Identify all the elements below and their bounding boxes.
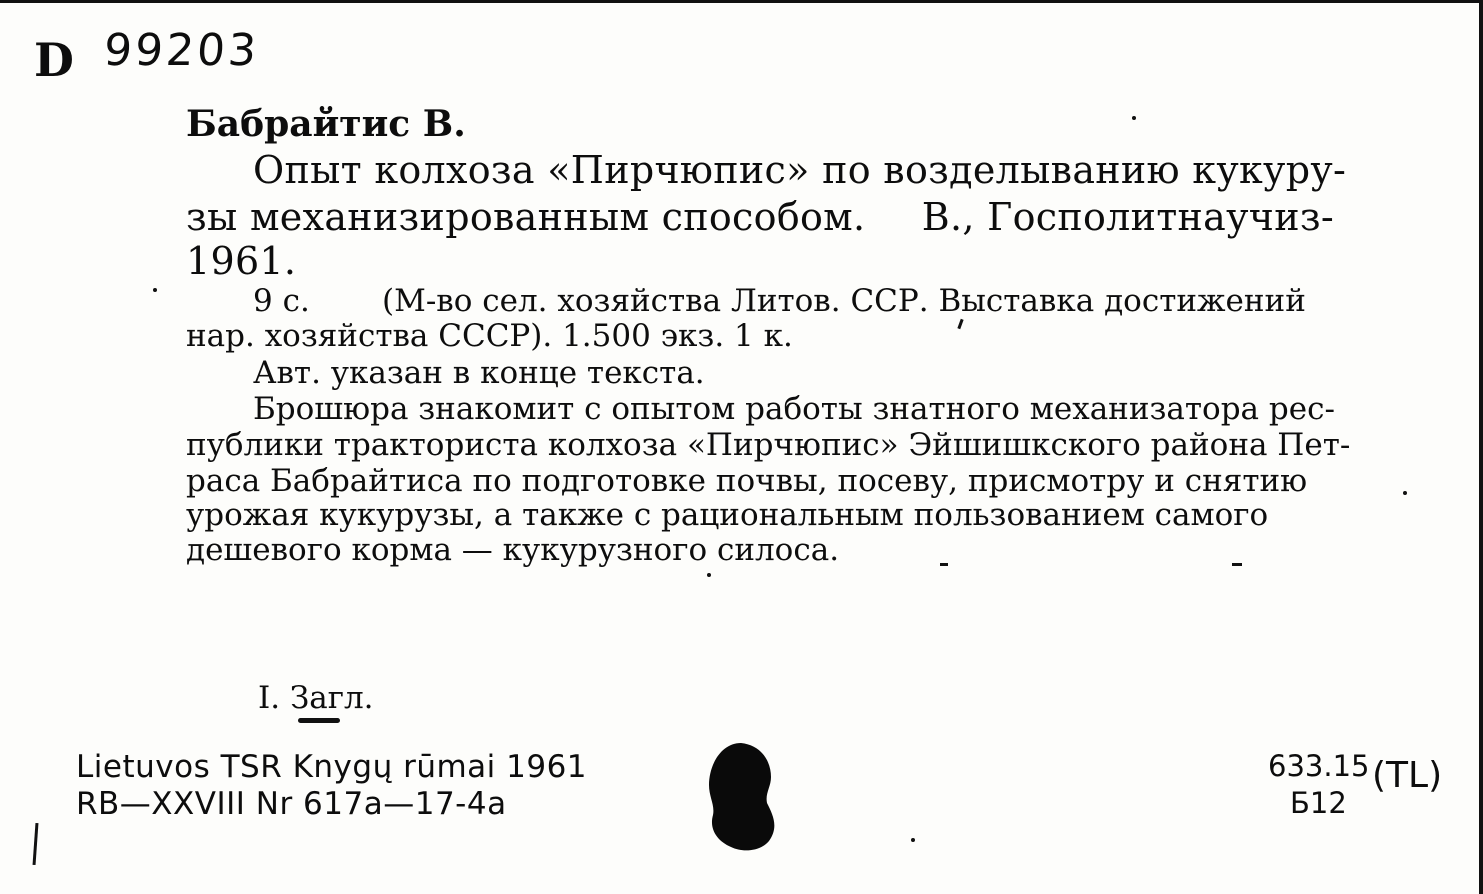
publisher-line-1: Lietuvos TSR Knygų rūmai 1961 [76, 749, 588, 785]
speck [153, 288, 157, 292]
tick-mark [957, 319, 963, 329]
speck [1132, 116, 1136, 120]
title-line-2-wrap [186, 195, 1334, 239]
dash-mark [1232, 563, 1242, 566]
classification-number: 633.15 [1268, 749, 1370, 783]
title-line-2-row [186, 195, 1334, 239]
handwritten-number: 99203 [102, 25, 261, 76]
title-line-1: Опыт колхоза «Пирчюпис» по возделыванию кукуру- [253, 148, 1347, 192]
punch-hole [703, 741, 779, 853]
speck [1403, 491, 1407, 495]
underline-mark [298, 718, 340, 723]
pages-count: 9 с. [253, 283, 310, 319]
description-line-3: раса Бабрайтиса по подготовке почвы, посеву, присмотру и снятию [186, 463, 1308, 499]
description-line-1: Брошюра знакомит с опытом работы знатного механизатора рес- [253, 391, 1335, 427]
publisher-line-2: RB—XXVIII Nr 617a—17-4a [76, 786, 507, 822]
index-entry: I. Загл. [258, 680, 374, 716]
title-line-3: В., Госполитнаучиз- [921, 195, 1334, 239]
handwritten-tag: (TL) [1372, 755, 1443, 796]
author-note: Авт. указан в конце текста. [253, 355, 705, 391]
handwritten-letter: D [34, 33, 74, 87]
dash-mark [940, 563, 948, 566]
series-note-cont: нар. хозяйства СССР). 1.500 экз. 1 к. [186, 318, 793, 354]
speck [707, 573, 711, 577]
shelf-mark: Б12 [1290, 786, 1347, 820]
margin-stroke [33, 823, 39, 865]
description-line-2: публики тракториста колхоза «Пирчюпис» Эйшишкского района Пет- [186, 427, 1351, 463]
description-line-5: дешевого корма — кукурузного силоса. [186, 532, 840, 568]
description-line-4: урожая кукурузы, а также с рациональным пользованием самого [186, 497, 1269, 533]
title-line-2: зы механизированным способом. [186, 195, 866, 239]
speck [911, 838, 915, 842]
series-note: (М-во сел. хозяйства Литов. ССР. Выставка достижений [382, 283, 1306, 319]
title-year: 1961. [186, 239, 297, 283]
author-heading: Бабрайтис В. [186, 103, 466, 145]
